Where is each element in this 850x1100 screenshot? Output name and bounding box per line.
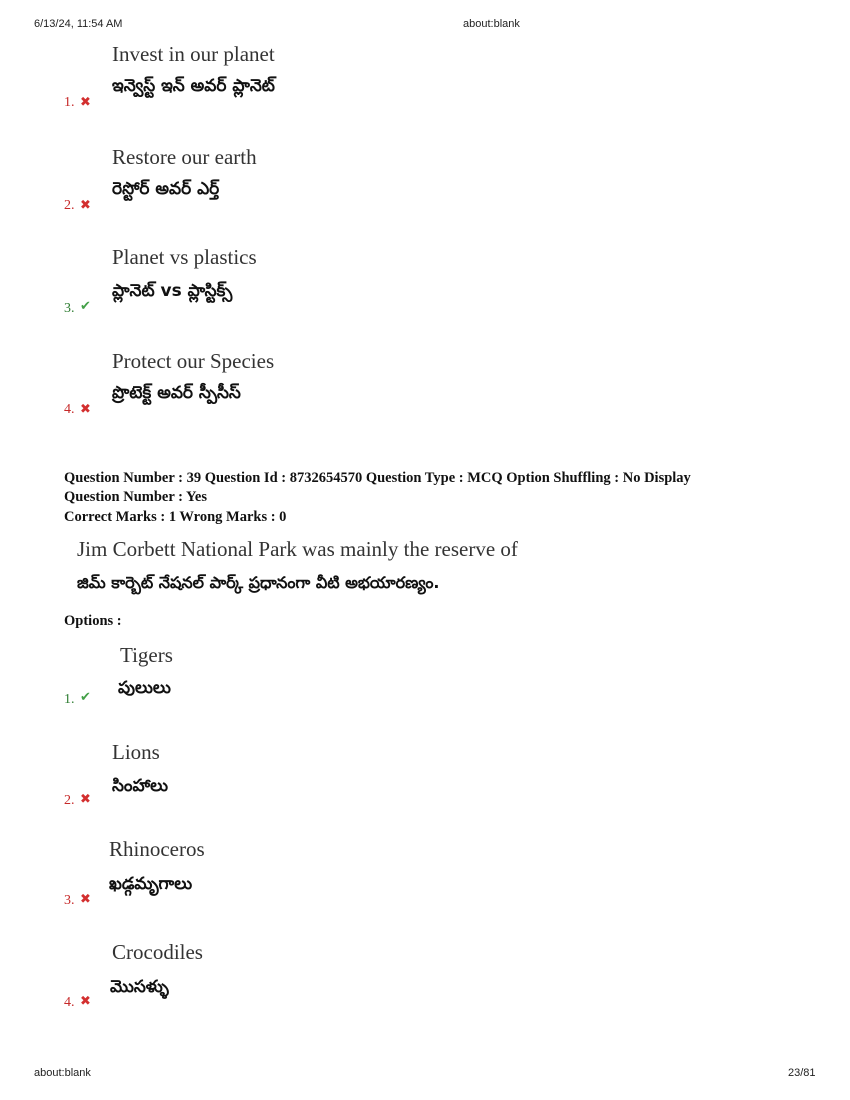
cross-icon: ✖	[80, 95, 91, 110]
option-number: 3.	[64, 301, 75, 316]
cross-icon: ✖	[80, 792, 91, 807]
question-meta-line2: Question Number : Yes	[64, 489, 207, 505]
option-text-te: సింహాలు	[112, 776, 169, 796]
option-number: 3.	[64, 893, 75, 908]
prev-option-3	[0, 243, 850, 333]
cross-icon: ✖	[80, 402, 91, 417]
option-number: 1.	[64, 692, 75, 707]
option-3	[0, 836, 850, 926]
cross-icon: ✖	[80, 892, 91, 907]
option-number: 4.	[64, 402, 75, 417]
options-label: Options :	[64, 613, 122, 629]
option-text-te: ఇన్వెస్ట్ ఇన్ అవర్ ప్లానెట్	[112, 76, 275, 96]
option-text-te: రెస్టోర్ అవర్ ఎర్త్	[112, 179, 220, 199]
question-text-en: Jim Corbett National Park was mainly the reserve of	[77, 537, 518, 561]
option-text-en: Invest in our planet	[112, 42, 275, 66]
print-timestamp: 6/13/24, 11:54 AM	[34, 18, 123, 30]
cross-icon: ✖	[80, 198, 91, 213]
question-marks: Correct Marks : 1 Wrong Marks : 0	[64, 509, 287, 525]
option-number: 1.	[64, 95, 75, 110]
option-text-te: పులులు	[118, 678, 171, 698]
print-title: about:blank	[463, 18, 520, 30]
option-text-en: Restore our earth	[112, 145, 257, 169]
check-icon: ✔	[80, 690, 91, 705]
option-number: 2.	[64, 793, 75, 808]
cross-icon: ✖	[80, 994, 91, 1009]
question-meta-line1: Question Number : 39 Question Id : 8732654570 Question Type : MCQ Option Shuffling : No Display	[64, 470, 691, 486]
prev-option-1	[0, 40, 850, 130]
page-number: 23/81	[788, 1067, 816, 1079]
option-number: 2.	[64, 198, 75, 213]
prev-option-2	[0, 143, 850, 233]
check-icon: ✔	[80, 299, 91, 314]
option-text-te: ఖడ్గమృగాలు	[109, 874, 193, 894]
option-text-te: ప్రొటెక్ట్ అవర్ స్పీసీస్	[112, 383, 241, 403]
question-text-te: జిమ్ కార్బెట్ నేషనల్ పార్క్ ప్రధానంగా వీటి అభయారణ్యం.	[77, 573, 440, 592]
option-2	[0, 738, 850, 828]
option-text-en: Planet vs plastics	[112, 245, 257, 269]
option-text-en: Rhinoceros	[109, 837, 205, 861]
option-1	[0, 640, 850, 730]
print-footer-url: about:blank	[34, 1067, 91, 1079]
option-text-en: Lions	[112, 740, 160, 764]
option-text-te: ప్లానెట్ vs ప్లాస్టిక్స్	[112, 281, 233, 301]
option-text-te: మొసళ్ళు	[110, 977, 169, 997]
option-number: 4.	[64, 995, 75, 1010]
option-text-en: Tigers	[120, 643, 173, 667]
option-4	[0, 939, 850, 1029]
option-text-en: Crocodiles	[112, 940, 203, 964]
option-text-en: Protect our Species	[112, 349, 275, 373]
prev-option-4	[0, 347, 850, 437]
